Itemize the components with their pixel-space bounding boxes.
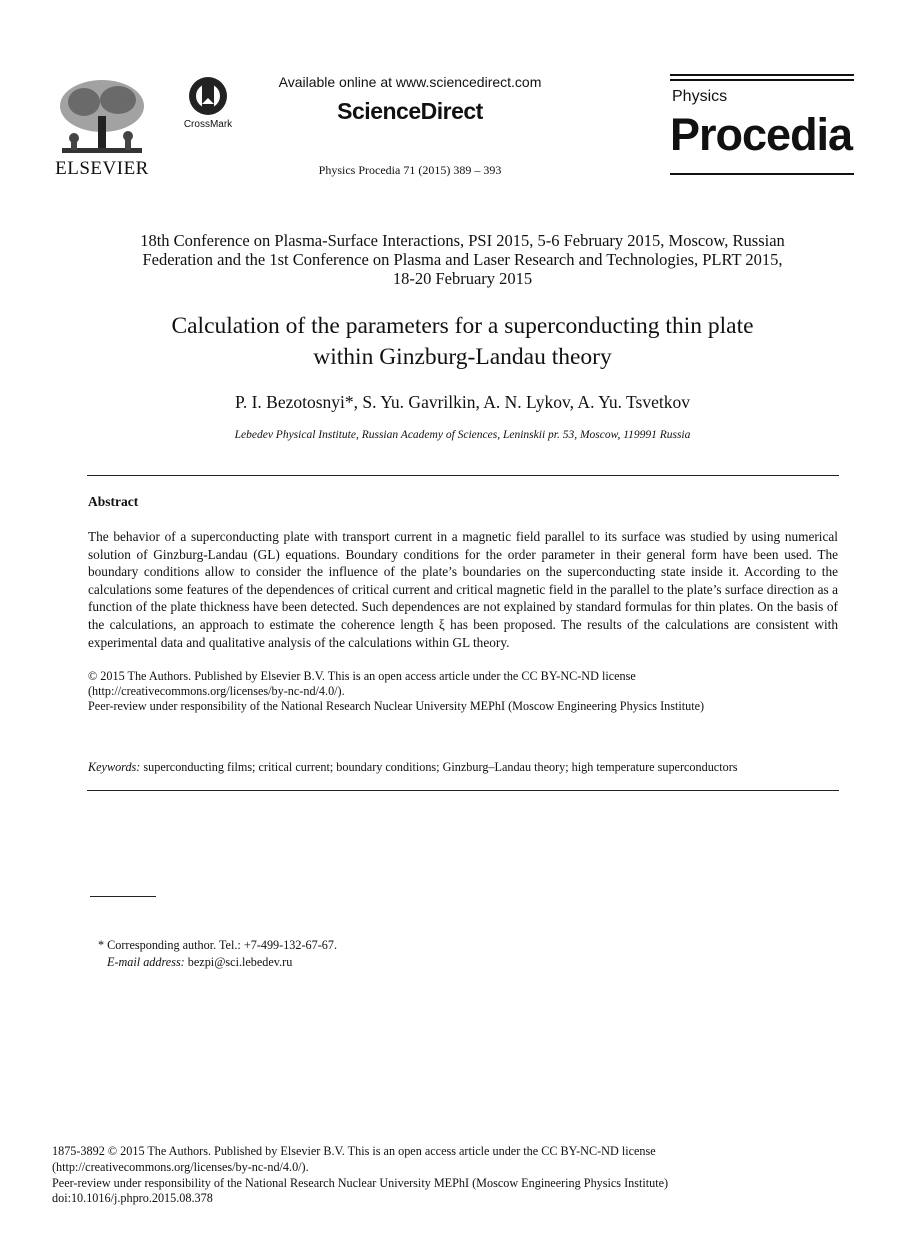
conference-line-1: 18th Conference on Plasma-Surface Interactions, PSI 2015, 5-6 February 2015, Moscow, Russian <box>140 231 785 250</box>
email-label: E-mail address: <box>107 955 185 969</box>
procedia-top-rule-2 <box>670 79 854 81</box>
keywords-label: Keywords: <box>88 760 141 774</box>
footnote-separator <box>90 896 156 897</box>
procedia-journal-small: Physics <box>672 88 728 105</box>
procedia-logo <box>670 74 854 178</box>
journal-citation: Physics Procedia 71 (2015) 389 – 393 <box>318 163 502 177</box>
elsevier-tree-icon <box>52 76 152 160</box>
author-list: P. I. Bezotosnyi*, S. Yu. Gavrilkin, A. N. Lykov, A. Yu. Tsvetkov <box>235 392 690 412</box>
crossmark-badge[interactable] <box>178 76 238 132</box>
email-address[interactable]: bezpi@sci.lebedev.ru <box>187 955 293 969</box>
footer-issn-license: 1875-3892 © 2015 The Authors. Published by Elsevier B.V. This is an open access article under the CC BY-NC-ND license <box>52 1144 656 1158</box>
corresponding-author-note: * Corresponding author. Tel.: +7-499-132-67-67. <box>98 938 338 952</box>
abstract-top-rule <box>87 475 839 476</box>
title-line-2: within Ginzburg-Landau theory <box>313 344 612 370</box>
abstract-peer-review: Peer-review under responsibility of the National Research Nuclear University MEPhI (Moscow Engineering Physics Institute) <box>88 699 705 713</box>
keywords-bottom-rule <box>87 790 839 791</box>
paper-title <box>40 311 885 373</box>
conference-line-3: 18-20 February 2015 <box>392 269 533 288</box>
title-line-1: Calculation of the parameters for a superconducting thin plate <box>171 313 754 339</box>
abstract-license-link <box>88 684 838 699</box>
conference-line-2: Federation and the 1st Conference on Plasma and Laser Research and Technologies, PLRT 2015, <box>142 250 783 269</box>
footer-license-url[interactable]: (http://creativecommons.org/licenses/by-nc-nd/4.0/). <box>52 1159 309 1174</box>
affiliation: Lebedev Physical Institute, Russian Academy of Sciences, Leninskii pr. 53, Moscow, 119991 Russia <box>234 429 691 441</box>
keywords <box>88 760 848 775</box>
footer-doi[interactable]: doi:10.1016/j.phpro.2015.08.378 <box>52 1191 213 1206</box>
footer-peer-review: Peer-review under responsibility of the National Research Nuclear University MEPhI (Moscow Engineering Physics Institute) <box>52 1175 669 1190</box>
abstract-copyright: © 2015 The Authors. Published by Elsevier B.V. This is an open access article under the CC BY-NC-ND license <box>88 669 636 683</box>
abstract-license-url[interactable]: (http://creativecommons.org/licenses/by-nc-nd/4.0/). <box>88 684 345 698</box>
keywords-text: superconducting films; critical current; boundary conditions; Ginzburg–Landau theory; high temperature superconductors <box>143 760 738 774</box>
available-online: Available online at www.sciencedirect.com <box>278 74 542 90</box>
procedia-top-rule-1 <box>670 74 854 76</box>
elsevier-logo <box>52 76 152 180</box>
procedia-bottom-rule <box>670 173 854 175</box>
procedia-journal-large: Procedia <box>670 109 853 160</box>
abstract-heading: Abstract <box>88 494 139 509</box>
conference-info <box>40 231 885 288</box>
email-note <box>107 955 292 970</box>
crossmark-icon <box>178 76 238 118</box>
elsevier-wordmark: ELSEVIER <box>55 158 149 179</box>
sciencedirect-brand[interactable]: ScienceDirect <box>337 98 483 124</box>
abstract-body: The behavior of a superconducting plate with transport current in a magnetic field parallel to its surface was studied by using numerical solution of Ginzburg-Landau (GL) equations. Boundary conditions for the order parameter in their general form have been used. The boundary conditions allow to consider the influence of the plate’s boundaries on the superconducting state inside it. According to the calculations some features of the dependences of critical current and critical magnetic field in the parallel to the plate’s surface direction as a function of the plate thickness have been detected. Such dependences are not explained by standard formulas for thin plates. On the basis of the calculations, an approach to estimate the coherence length ξ has been proposed. The results of the calculations are consistent with experimental data and qualitative analysis of the calculations within GL theory. <box>88 529 838 650</box>
page-footer <box>52 1144 872 1207</box>
crossmark-label: CrossMark <box>183 119 233 130</box>
